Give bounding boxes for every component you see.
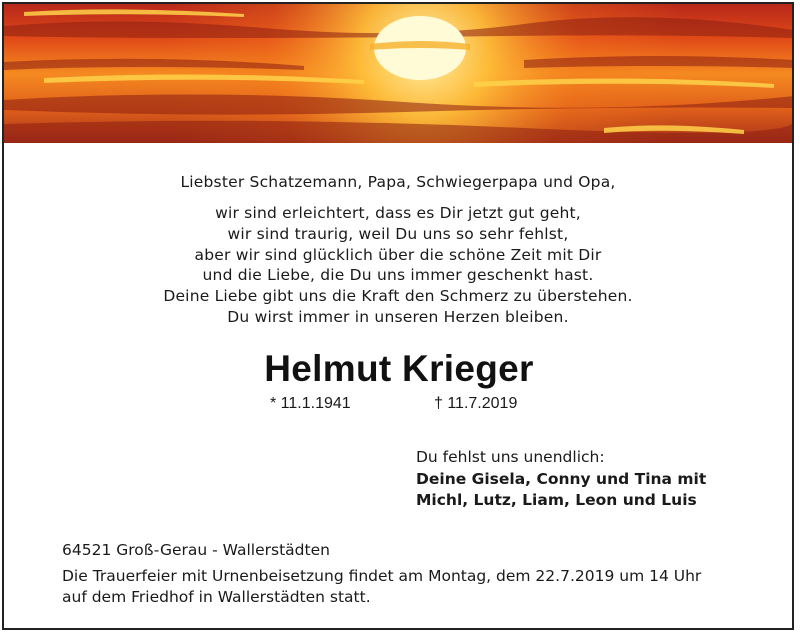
ceremony-line: Die Trauerfeier mit Urnenbeisetzung findet am Montag, dem 22.7.2019 um 14 Uhr <box>62 566 702 585</box>
verse-line: Deine Liebe gibt uns die Kraft den Schmerz zu überstehen. <box>163 287 633 306</box>
mourners-lead: Du fehlst uns unendlich: <box>416 448 605 466</box>
verse-line: aber wir sind glücklich über die schöne Zeit mit Dir <box>194 245 602 264</box>
mourners-names-line: Michl, Lutz, Liam, Leon und Luis <box>416 491 697 509</box>
mourners-block <box>416 447 706 512</box>
location-line: 64521 Groß-Gerau - Wallerstädten <box>62 541 330 559</box>
verse <box>4 203 792 328</box>
obituary-card <box>2 2 794 630</box>
deceased-name: Helmut Krieger <box>264 348 534 389</box>
death-date: † 11.7.2019 <box>434 395 518 412</box>
verse-line: und die Liebe, die Du uns immer geschenkt hast. <box>202 266 594 285</box>
ceremony-line: auf dem Friedhof in Wallerstädten statt. <box>62 588 371 606</box>
verse-line: Du wirst immer in unseren Herzen bleiben. <box>227 307 569 326</box>
verse-line: wir sind erleichtert, dass es Dir jetzt gut geht, <box>215 204 581 222</box>
birth-date: * 11.1.1941 <box>270 395 351 412</box>
intro-line: Liebster Schatzemann, Papa, Schwiegerpapa und Opa, <box>180 173 616 191</box>
sunset-banner-image <box>4 4 792 143</box>
ceremony-info <box>62 540 701 609</box>
mourners-names-line: Deine Gisela, Conny und Tina mit <box>416 469 707 488</box>
verse-line: wir sind traurig, weil Du uns so sehr fehlst, <box>227 224 569 243</box>
